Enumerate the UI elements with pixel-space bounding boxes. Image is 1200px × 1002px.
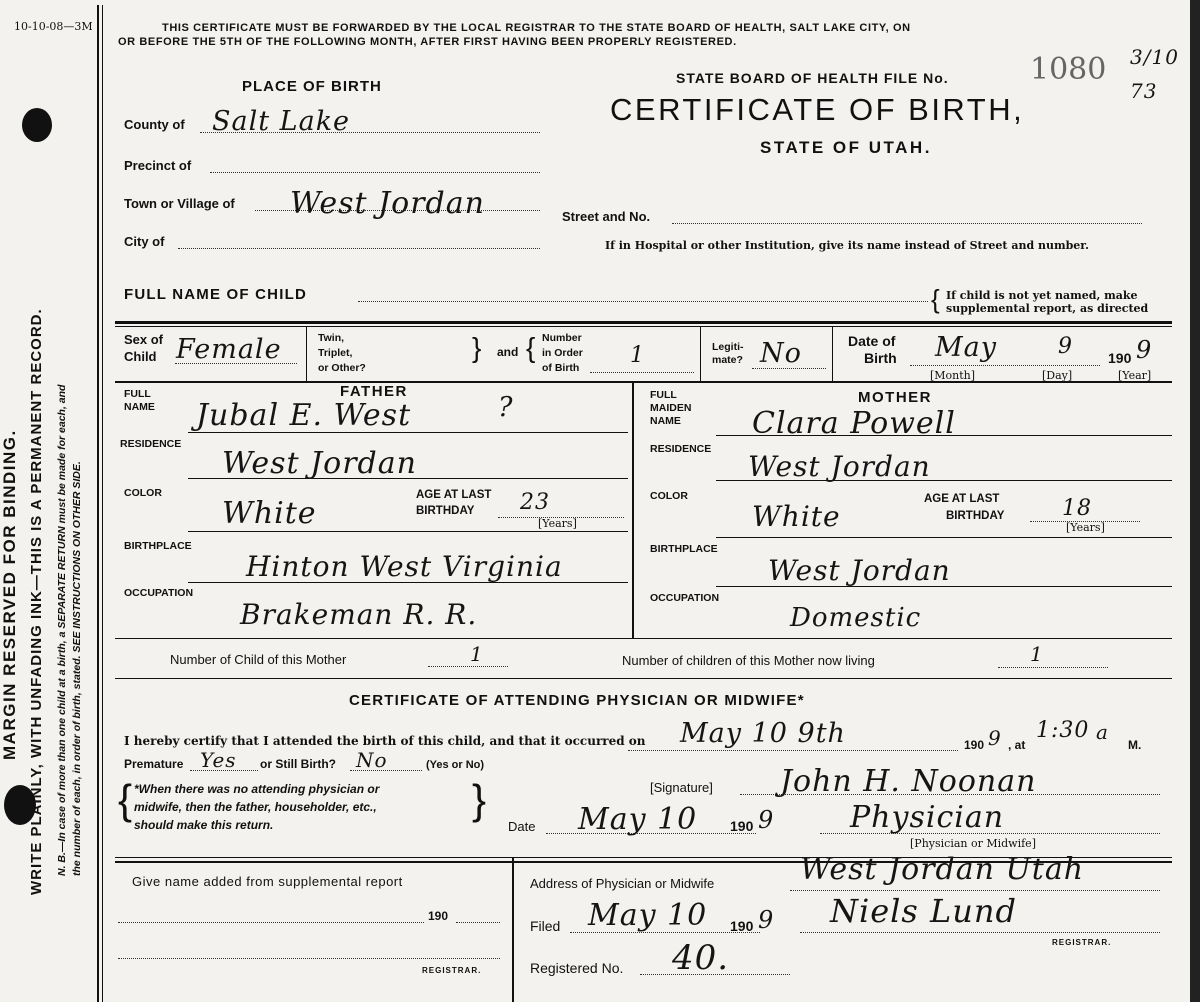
date-label: Date: [508, 819, 536, 834]
physician-note-2: midwife, then the father, householder, etc.,: [134, 800, 377, 814]
state-title: STATE OF UTAH.: [760, 138, 932, 157]
file-number-label: STATE BOARD OF HEALTH FILE No.: [676, 70, 949, 86]
mother-color-value: White: [752, 500, 841, 533]
physician-signature: John H. Noonan: [780, 764, 1037, 799]
physician-date-year-suffix: 9: [758, 806, 775, 834]
order-value: 1: [630, 343, 645, 368]
supplemental-heading: Give name added from supplemental report: [132, 874, 403, 889]
father-residence-label: RESIDENCE: [120, 438, 182, 450]
right-scan-edge: [1190, 0, 1200, 1002]
birth-date-label-2: Birth: [864, 350, 897, 366]
father-name-label-1: FULL: [124, 388, 151, 400]
header-note-2: OR BEFORE THE 5TH OF THE FOLLOWING MONTH, AFTER FIRST HAVING BEEN PROPERLY REGISTERED.: [118, 36, 737, 48]
order-label-3: of Birth: [542, 362, 580, 374]
birth-day-value: 9: [1058, 334, 1073, 359]
father-years-caption: [Years]: [538, 517, 577, 530]
mother-occupation-value: Domestic: [790, 603, 922, 633]
premature-value: Yes: [200, 748, 237, 772]
mother-birthplace-label: BIRTHPLACE: [650, 543, 718, 555]
premature-label: Premature: [124, 757, 184, 771]
city-label: City of: [124, 234, 165, 249]
filed-value: May 10: [588, 898, 708, 933]
certify-text: I hereby certify that I attended the birth of this child, and that it occurred on: [124, 734, 646, 748]
order-label-2: in Order: [542, 347, 583, 359]
legitimate-label-2: mate?: [712, 354, 743, 366]
father-age-value: 23: [520, 490, 550, 515]
twin-label-2: Triplet,: [318, 347, 353, 359]
town-label: Town or Village of: [124, 196, 235, 211]
father-heading: FATHER: [340, 383, 408, 400]
parents-divider: [632, 381, 634, 639]
mother-years-caption: [Years]: [1066, 521, 1105, 534]
month-caption: [Month]: [930, 369, 976, 382]
left-border-inner: [102, 5, 103, 1002]
father-name-label-2: NAME: [124, 401, 155, 413]
order-label-1: Number: [542, 332, 582, 344]
not-named-note-2: supplemental report, as directed: [946, 302, 1149, 315]
sex-label-2: Child: [124, 349, 157, 364]
twin-label-3: or Other?: [318, 362, 366, 374]
physician-date-year-prefix: 190: [730, 818, 754, 834]
header-note-1: THIS CERTIFICATE MUST BE FORWARDED BY THE LOCAL REGISTRAR TO THE STATE BOARD OF HEALTH, SALT LAKE CITY, ON: [162, 22, 911, 34]
child-name-label: FULL NAME OF CHILD: [124, 286, 307, 303]
physician-note-3: should make this return.: [134, 818, 274, 832]
mother-heading: MOTHER: [858, 389, 932, 406]
mother-age-label-2: BIRTHDAY: [946, 510, 1005, 522]
physician-date-value: May 10: [578, 802, 698, 837]
registered-value: 40.: [672, 938, 730, 978]
father-age-label-2: BIRTHDAY: [416, 505, 475, 517]
address-label: Address of Physician or Midwife: [530, 876, 715, 891]
mother-occupation-label: OCCUPATION: [650, 592, 720, 604]
mother-name-value: Clara Powell: [752, 406, 956, 441]
ampm-value: a: [1096, 720, 1109, 744]
registered-label: Registered No.: [530, 960, 624, 976]
child-of-mother-value: 1: [470, 642, 484, 666]
county-value: Salt Lake: [212, 106, 351, 137]
father-name-mark: ?: [498, 392, 514, 423]
father-occupation-label: OCCUPATION: [124, 587, 194, 599]
birth-year-prefix: 190: [1108, 350, 1132, 366]
twin-label-1: Twin,: [318, 332, 345, 344]
bottom-divider: [512, 858, 514, 1002]
birth-month-value: May: [935, 332, 997, 363]
town-value: West Jordan: [290, 186, 485, 221]
supplemental-registrar: REGISTRAR.: [422, 966, 482, 975]
year-caption: [Year]: [1118, 369, 1152, 382]
birth-certificate: 10-10-08—3M MARGIN RESERVED FOR BINDING. WRITE PLAINLY, WITH UNFADING INK—THIS IS A PERMANENT RECORD. N. B.—In case of more than one child at a birth, a SEPARATE RETURN must be made for each, and the number of each, in order of birth, stated. SEE INSTRUCTIONS ON OTHER SIDE. THIS CERTIFICATE MUST BE FORWARDED BY THE LOCAL REGISTRAR TO THE STATE BOARD OF HEALTH, SALT LAKE CITY, ON OR BEFORE THE 5TH OF THE FOLLOWING MONTH, AFTER FIRST HAVING BEEN PROPERLY REGISTERED. STATE BOARD OF HEALTH FILE No. 1080 3/10 73 CERTIFICATE OF BIRTH, STATE OF UTAH. PLACE OF BIRTH County of Salt Lake Precinct of Town or Village of West Jordan Street and No. City of If in Hospital or other Institution, give its name instead of Street and number. FULL NAME OF CHILD { If child is not yet named, make supplemental report, as directed Sex of Child Female Twin, Triplet, or Other? } and { Number in Order of Birth 1 Legiti- mate? No Date of Birth May 9 190 9 [Month] [Day] [Year] FATHER FULL NAME Jubal E. West ? RESIDENCE West Jordan COLOR White AGE AT LAST BIRTHDAY 23 [Years] BIRTHPLACE Hinton West Virginia OCCUPATION Brakeman R. R. MOTHER FULL MAIDEN NAME Clara Powell RESIDENCE West Jordan COLOR White AGE AT LAST BIRTHDAY 18 [Years] BIRTHPLACE West Jordan OCCUPATION Domestic Number of Child of this Mother 1 Number of children of this Mother now living 1 CERTIFICATE OF ATTENDING PHYSICIAN OR MIDWIFE* I hereby certify that I attended the birth of this child, and that it occurred on May 10 9th 190 9 , at 1:30 a M. Premature Yes or Still Birth? No (Yes or No) { *When there was no attending physician or midwife, then the father, householder, etc., should make this return. } [Signature] John H. Noonan Date May 10 190 9 Physician [Physician or Midwife] Give name added from supplemental report 190 REGISTRAR. Address of Physician or Midwife West Jordan Utah Filed May 10 190 9 Niels Lund REGISTRAR. Registered No. 40.: [0, 0, 1200, 1002]
mother-color-label: COLOR: [650, 490, 688, 502]
brace-not-named: {: [931, 284, 940, 314]
father-occupation-value: Brakeman R. R.: [240, 598, 478, 631]
margin-binding-text: MARGIN RESERVED FOR BINDING.: [0, 429, 19, 760]
mother-name-label-3: NAME: [650, 415, 681, 427]
precinct-label: Precinct of: [124, 158, 192, 173]
living-label: Number of children of this Mother now living: [622, 653, 875, 668]
street-label: Street and No.: [562, 209, 651, 224]
mother-residence-label: RESIDENCE: [650, 443, 712, 455]
certificate-title: CERTIFICATE OF BIRTH,: [610, 92, 1025, 127]
hospital-note: If in Hospital or other Institution, give its name instead of Street and number.: [605, 239, 1089, 252]
mother-residence-value: West Jordan: [748, 450, 931, 483]
father-residence-value: West Jordan: [222, 446, 417, 481]
father-name-value: Jubal E. West: [196, 398, 412, 433]
mother-name-label-1: FULL: [650, 389, 677, 401]
not-named-note-1: If child is not yet named, make: [946, 289, 1138, 302]
father-birthplace-value: Hinton West Virginia: [246, 550, 563, 583]
supplemental-year-prefix: 190: [428, 909, 449, 923]
father-age-label-1: AGE AT LAST: [416, 489, 492, 501]
legitimate-label-1: Legiti-: [712, 341, 744, 353]
physician-note-1: *When there was no attending physician or: [134, 782, 380, 796]
rule-after-counts: [115, 678, 1172, 679]
place-heading: PLACE OF BIRTH: [242, 78, 382, 95]
day-caption: [Day]: [1042, 369, 1073, 382]
birth-date-label-1: Date of: [848, 333, 896, 349]
physician-title-caption: [Physician or Midwife]: [910, 837, 1036, 850]
birth-year-suffix: 9: [1136, 336, 1153, 364]
file-number: 1080: [1030, 52, 1107, 87]
filed-label: Filed: [530, 918, 561, 934]
still-birth-label: or Still Birth?: [260, 757, 336, 771]
still-birth-value: No: [356, 748, 388, 772]
at-label: , at: [1008, 738, 1026, 752]
address-value: West Jordan Utah: [800, 852, 1085, 887]
occurred-year-prefix: 190: [964, 738, 985, 752]
margin-nb-line-1: N. B.—In case of more than one child at a birth, a SEPARATE RETURN must be made for each, and: [56, 384, 68, 876]
mother-name-label-2: MAIDEN: [650, 402, 692, 414]
physician-heading: CERTIFICATE OF ATTENDING PHYSICIAN OR MIDWIFE*: [349, 692, 805, 709]
living-value: 1: [1030, 642, 1044, 666]
legitimate-value: No: [760, 338, 802, 369]
corner-note: 3/10 73: [1130, 45, 1179, 103]
rule-after-sex-row: [115, 381, 1172, 383]
registrar-caption: REGISTRAR.: [1052, 938, 1112, 947]
mother-age-label-1: AGE AT LAST: [924, 493, 1000, 505]
sex-value: Female: [176, 334, 282, 365]
filed-year-prefix: 190: [730, 918, 754, 934]
margin-nb-line-2: the number of each, in order of birth, stated. SEE INSTRUCTIONS ON OTHER SIDE.: [71, 461, 83, 876]
form-code: 10-10-08—3M: [14, 20, 93, 33]
mother-birthplace-value: West Jordan: [768, 554, 951, 587]
father-birthplace-label: BIRTHPLACE: [124, 540, 192, 552]
sex-label-1: Sex of: [124, 332, 164, 347]
time-value: 1:30: [1036, 718, 1090, 743]
margin-ink-text: WRITE PLAINLY, WITH UNFADING INK—THIS IS A PERMANENT RECORD.: [28, 308, 45, 895]
yes-no-hint: (Yes or No): [426, 759, 485, 771]
rule-after-parents: [115, 638, 1172, 639]
child-of-mother-label: Number of Child of this Mother: [170, 652, 347, 667]
rule-top-table: [115, 321, 1172, 324]
signature-label: [Signature]: [650, 780, 713, 795]
father-color-label: COLOR: [124, 487, 162, 499]
mother-age-value: 18: [1062, 496, 1092, 521]
occurred-date-value: May 10 9th: [680, 718, 846, 749]
binding-hole-top: [22, 108, 52, 142]
county-label: County of: [124, 117, 185, 132]
physician-title-value: Physician: [850, 800, 1005, 835]
father-color-value: White: [222, 496, 317, 531]
m-suffix: M.: [1128, 738, 1142, 752]
registrar-signature: Niels Lund: [830, 892, 1017, 930]
occurred-year-suffix: 9: [988, 726, 1002, 750]
filed-year-suffix: 9: [758, 906, 775, 934]
and-label: and: [497, 345, 519, 359]
left-border: [97, 5, 99, 1002]
